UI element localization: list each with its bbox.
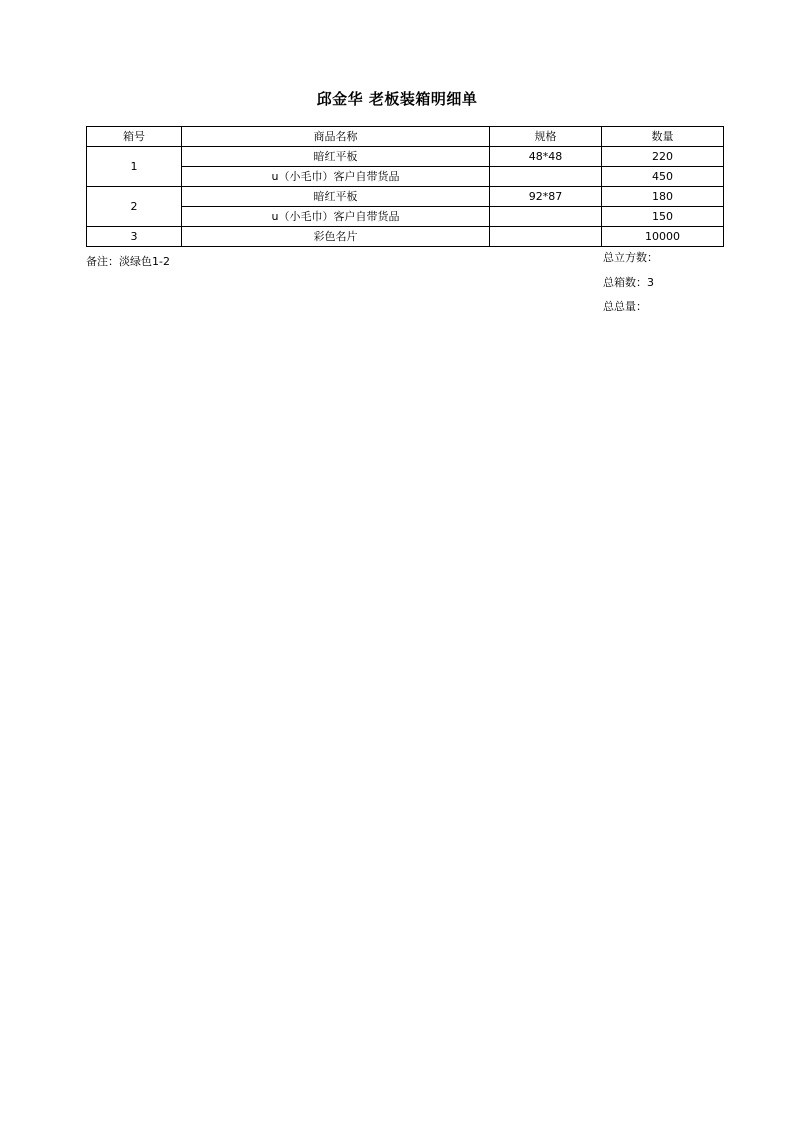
table-row	[87, 207, 724, 227]
total-volume-label: 总立方数：	[603, 251, 658, 264]
header-product-name: 商品名称	[182, 127, 490, 147]
cell-quantity: 10000	[602, 227, 724, 247]
cell-quantity: 220	[602, 147, 724, 167]
cell-spec	[490, 167, 602, 187]
cell-product-name: 彩色名片	[182, 227, 490, 247]
table-header-row	[87, 127, 724, 147]
remark-note: 备注：淡绿色1-2	[86, 255, 170, 268]
cell-quantity: 450	[602, 167, 724, 187]
packing-table	[86, 126, 724, 247]
cell-quantity: 180	[602, 187, 724, 207]
cell-box-no: 2	[87, 187, 182, 227]
cell-spec: 48*48	[490, 147, 602, 167]
cell-product-name: 暗红平板	[182, 147, 490, 167]
header-box-no: 箱号	[87, 127, 182, 147]
cell-box-no: 3	[87, 227, 182, 247]
cell-product-name: 暗红平板	[182, 187, 490, 207]
header-quantity: 数量	[602, 127, 724, 147]
total-boxes-label: 总箱数：3	[603, 276, 654, 289]
table-row	[87, 227, 724, 247]
table-row	[87, 147, 724, 167]
total-weight-label: 总总量：	[603, 300, 647, 313]
table-row	[87, 187, 724, 207]
cell-quantity: 150	[602, 207, 724, 227]
cell-box-no: 1	[87, 147, 182, 187]
header-spec: 规格	[490, 127, 602, 147]
cell-spec	[490, 227, 602, 247]
cell-spec: 92*87	[490, 187, 602, 207]
cell-spec	[490, 207, 602, 227]
cell-product-name: u（小毛巾）客户自带货品	[182, 167, 490, 187]
page-title: 邱金华 老板装箱明细单	[316, 90, 478, 108]
table-row	[87, 167, 724, 187]
cell-product-name: u（小毛巾）客户自带货品	[182, 207, 490, 227]
